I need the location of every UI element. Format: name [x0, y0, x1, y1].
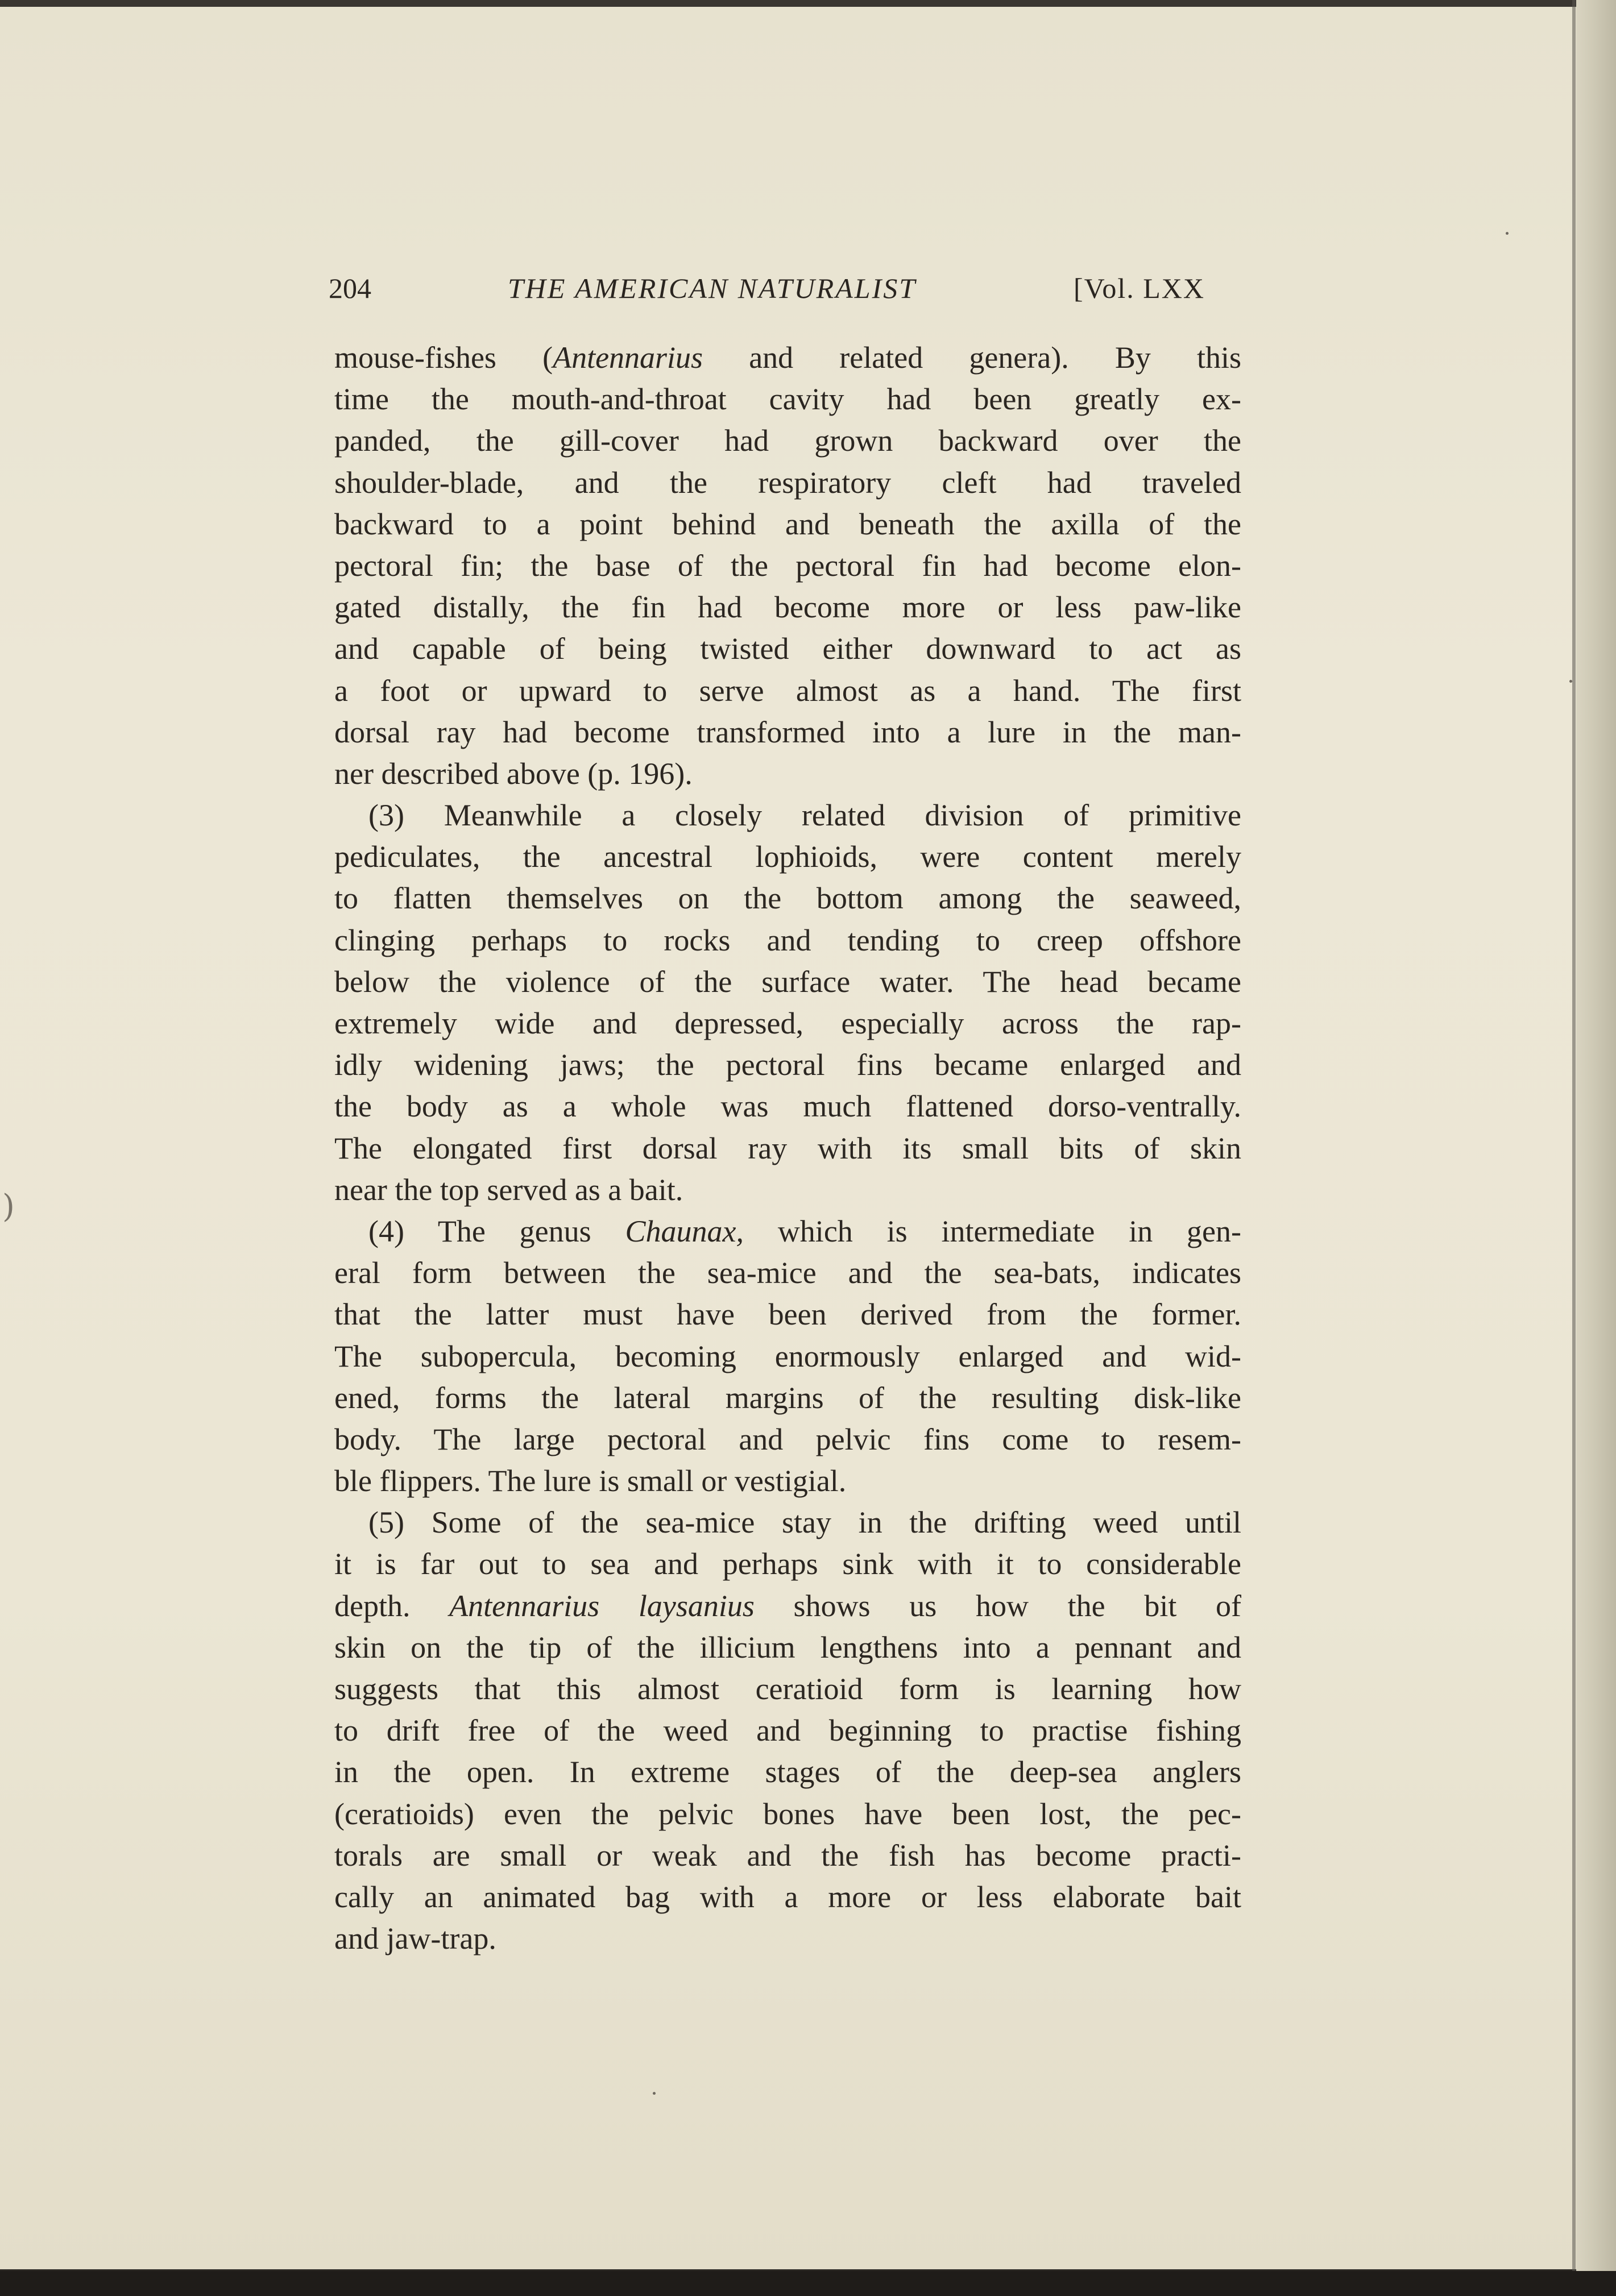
text-run: ble flippers. The lure is small or vestigial.	[334, 1464, 847, 1498]
text-run: torals are small or weak and the fish has become practi-	[334, 1838, 1241, 1872]
text-line	[334, 795, 1241, 836]
text-line	[334, 1169, 1241, 1211]
text-line	[334, 1668, 1241, 1710]
text-run: suggests that this almost ceratioid form is learning how	[334, 1672, 1241, 1706]
page-crease	[1572, 0, 1576, 2274]
text-line	[334, 1918, 1241, 1959]
text-run: pediculates, the ancestral lophioids, were content merely	[334, 840, 1241, 874]
italic-taxon-name: Chaunax,	[625, 1214, 744, 1248]
text-run: body. The large pectoral and pelvic fins come to resem-	[334, 1422, 1241, 1456]
text-run: shoulder-blade, and the respiratory cleft had traveled	[334, 465, 1241, 500]
text-run: The subopercula, becoming enormously enlarged and wid-	[334, 1339, 1241, 1373]
text-run: (3) Meanwhile a closely related division of primitive	[368, 798, 1241, 833]
text-run: skin on the tip of the illicium lengthens into a pennant and	[334, 1630, 1241, 1664]
text-line	[334, 836, 1241, 878]
italic-taxon-name: Antennarius laysanius	[449, 1588, 755, 1623]
text-line	[334, 420, 1241, 462]
text-run: (4) The genus	[368, 1214, 625, 1248]
text-line	[334, 920, 1241, 961]
text-line	[334, 961, 1241, 1003]
text-run: and jaw-trap.	[334, 1921, 496, 1956]
text-run: clinging perhaps to rocks and tending to creep offshore	[334, 923, 1241, 957]
text-line	[334, 1835, 1241, 1876]
text-run: (5) Some of the sea-mice stay in the drifting weed until	[368, 1505, 1241, 1540]
body-text	[334, 337, 1241, 1959]
text-line	[334, 587, 1241, 628]
text-run: eral form between the sea-mice and the sea-bats, indicates	[334, 1256, 1241, 1290]
text-run: extremely wide and depressed, especially across the rap-	[334, 1006, 1241, 1040]
text-run: mouse-fishes (	[334, 341, 553, 375]
text-line	[334, 1252, 1241, 1294]
text-line	[334, 1336, 1241, 1377]
text-line	[334, 545, 1241, 587]
text-run: (ceratioids) even the pelvic bones have been lost, the pec-	[334, 1796, 1241, 1831]
text-run: backward to a point behind and beneath the axilla of the	[334, 506, 1241, 541]
text-run: which is intermediate in gen-	[743, 1214, 1241, 1248]
text-run: that the latter must have been derived from the former.	[334, 1297, 1241, 1332]
text-run: it is far out to sea and perhaps sink with it to considerable	[334, 1547, 1241, 1581]
text-run: shows us how the bit of	[754, 1588, 1241, 1623]
text-run: depth.	[334, 1588, 450, 1623]
bottom-scan-edge	[0, 2271, 1616, 2296]
text-line	[334, 1003, 1241, 1044]
text-run: the body as a whole was much flattened dorso-ventrally.	[334, 1089, 1241, 1124]
text-line	[334, 1128, 1241, 1169]
text-line	[334, 1086, 1241, 1127]
text-line	[334, 1543, 1241, 1585]
text-line	[334, 1502, 1241, 1543]
text-run: ner described above (p. 196).	[334, 756, 693, 791]
text-line	[334, 670, 1241, 712]
text-line	[334, 1585, 1241, 1627]
text-run: idly widening jaws; the pectoral fins became enlarged and	[334, 1048, 1241, 1082]
paper-speck	[653, 2092, 656, 2095]
text-line	[334, 1876, 1241, 1918]
text-line	[334, 1419, 1241, 1460]
text-run: gated distally, the fin had become more or less paw-like	[334, 590, 1241, 625]
text-run: near the top served as a bait.	[334, 1172, 683, 1207]
text-run: cally an animated bag with a more or less elaborate bait	[334, 1879, 1241, 1914]
text-run: below the violence of the surface water. The head became	[334, 964, 1241, 999]
running-header	[329, 272, 1238, 312]
text-run: dorsal ray had become transformed into a lure in the man-	[334, 715, 1241, 749]
text-line	[334, 462, 1241, 504]
text-line	[334, 337, 1241, 379]
text-line	[334, 1211, 1241, 1252]
text-line	[334, 1460, 1241, 1502]
left-margin-mark: )	[2, 1188, 15, 1225]
text-line	[334, 1377, 1241, 1419]
text-run: to drift free of the weed and beginning to practise fishing	[334, 1713, 1241, 1748]
text-line	[334, 628, 1241, 670]
text-line	[334, 379, 1241, 420]
text-line	[334, 753, 1241, 795]
text-line	[334, 1044, 1241, 1086]
text-line	[334, 712, 1241, 753]
text-line	[334, 504, 1241, 545]
paper-speck	[1506, 232, 1509, 235]
text-line	[334, 1710, 1241, 1751]
text-run: ened, forms the lateral margins of the resulting disk-like	[334, 1380, 1241, 1415]
text-run: pectoral fin; the base of the pectoral fin had become elon-	[334, 548, 1241, 583]
volume-label: [Vol. LXX	[1074, 272, 1205, 304]
text-run: The elongated first dorsal ray with its small bits of skin	[334, 1131, 1241, 1165]
text-run: panded, the gill-cover had grown backward over the	[334, 424, 1241, 458]
text-line	[334, 1751, 1241, 1793]
page-number: 204	[329, 272, 371, 304]
italic-taxon-name: Antennarius	[553, 341, 703, 375]
text-run: and capable of being twisted either downward to act as	[334, 632, 1241, 666]
text-run: to flatten themselves on the bottom among the seaweed,	[334, 881, 1241, 916]
text-run: and related genera). By this	[703, 341, 1241, 375]
journal-title: THE AMERICAN NATURALIST	[508, 272, 917, 304]
text-line	[334, 1793, 1241, 1835]
text-line	[334, 878, 1241, 919]
paper-speck	[1569, 680, 1572, 683]
text-line	[334, 1627, 1241, 1668]
right-page-edge	[1576, 0, 1616, 2296]
text-line	[334, 1294, 1241, 1335]
text-run: in the open. In extreme stages of the deep-sea anglers	[334, 1755, 1241, 1790]
text-run: time the mouth-and-throat cavity had been greatly ex-	[334, 382, 1241, 417]
text-run: a foot or upward to serve almost as a hand. The first	[334, 673, 1241, 708]
